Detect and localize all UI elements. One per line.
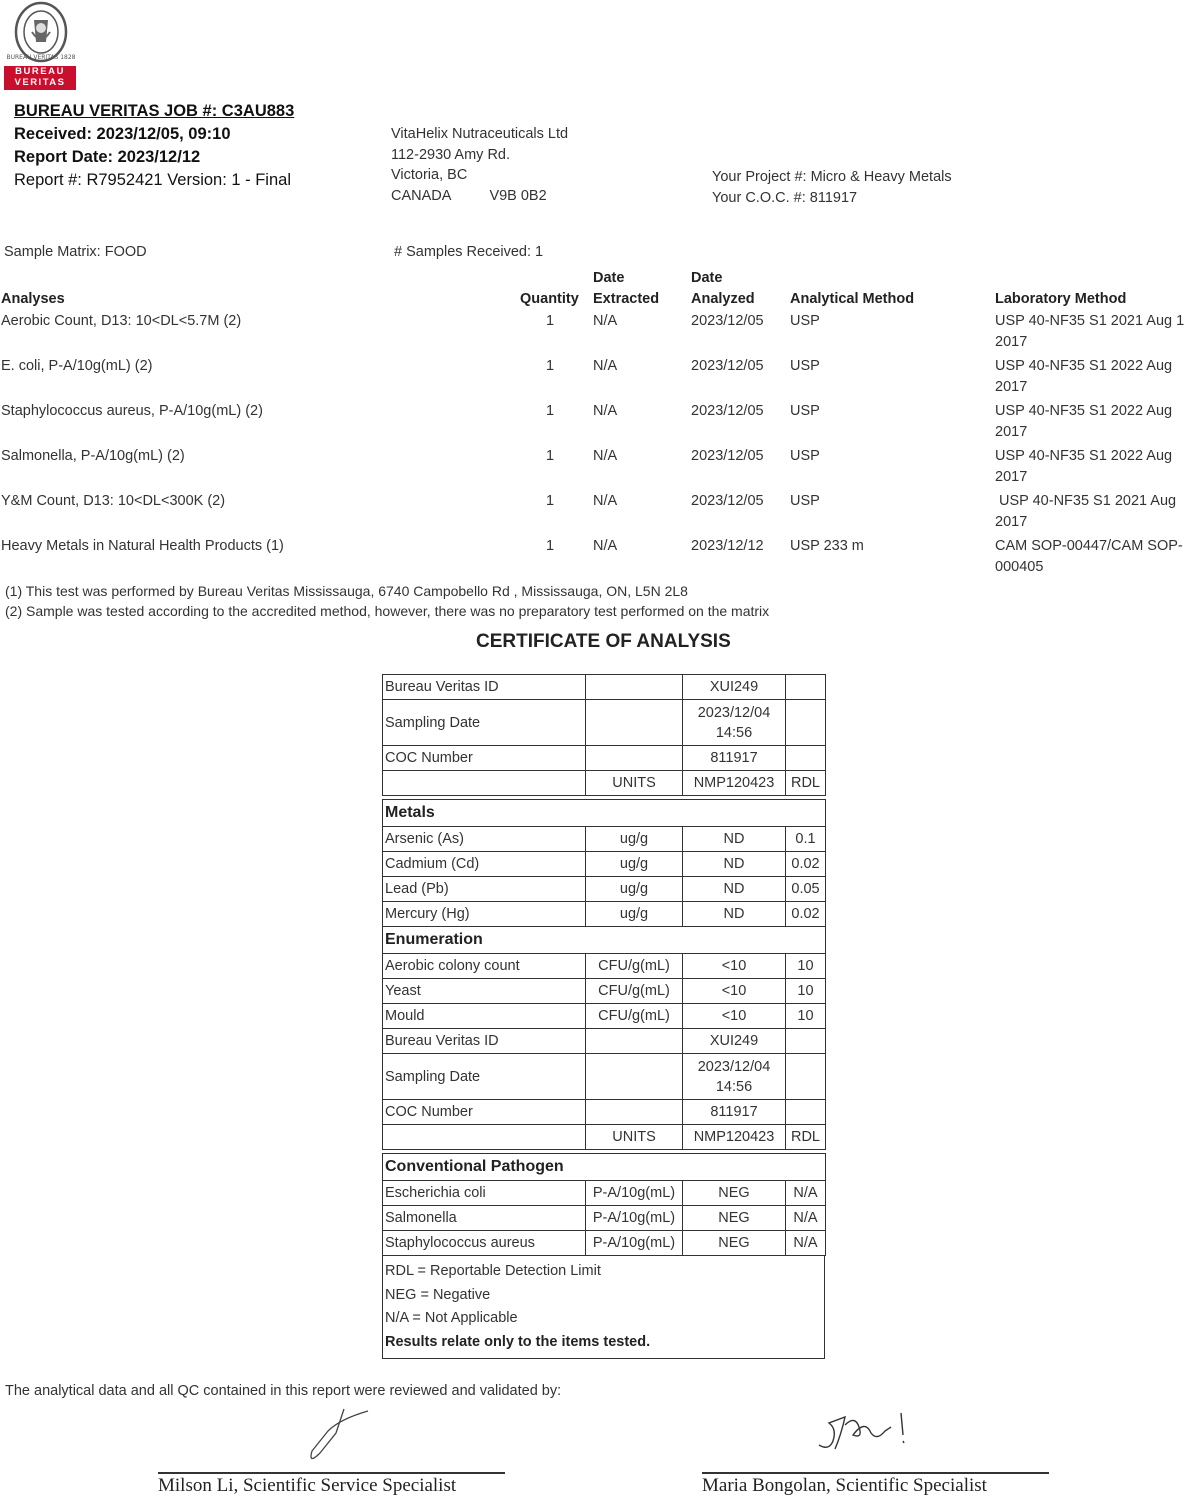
seal-icon [6,2,76,64]
batch-header: NMP120423 [683,771,786,796]
analysis-lab-method [995,491,1176,532]
result: <10 [683,954,786,979]
label-cell: Bureau Veritas ID [383,1029,586,1054]
report-number: Report #: R7952421 Version: 1 - Final [14,171,291,189]
analysis-name: Heavy Metals in Natural Health Products (1) [1,538,284,554]
label-cell: COC Number [383,1100,586,1125]
value-cell [683,1054,786,1100]
result: NEG [683,1206,786,1231]
table-row [383,1181,826,1206]
analysis-qty: 1 [546,448,555,464]
rdl: N/A [786,1231,826,1256]
analysis-name: Staphylococcus aureus, P-A/10g(mL) (2) [1,403,263,419]
analyte: Aerobic colony count [383,954,586,979]
result: ND [683,852,786,877]
analysis-method: USP [790,448,820,464]
analyte: Lead (Pb) [383,877,586,902]
signature-name-left: Milson Li, Scientific Service Specialist [158,1475,457,1496]
table-row [383,1125,826,1150]
analysis-qty: 1 [546,358,555,374]
empty-cell [786,1029,826,1054]
analysis-lab-method [995,311,1184,352]
analysis-extracted: N/A [593,538,618,554]
section-row [383,927,826,954]
analysis-extracted: N/A [593,403,618,419]
brand-line-2: VERITAS [14,77,66,88]
analyte: Escherichia coli [383,1181,586,1206]
sampling-date: 2023/12/04 [697,1058,771,1075]
analyte: Yeast [383,979,586,1004]
empty-cell [586,1029,683,1054]
lab-method-line2: 2017 [995,468,1028,485]
value-cell: XUI249 [683,675,786,700]
bureau-veritas-logo [4,2,76,90]
client-name: VitaHelix Nutraceuticals Ltd [391,126,569,142]
analyte: Salmonella [383,1206,586,1231]
result: <10 [683,979,786,1004]
analysis-name: Salmonella, P-A/10g(mL) (2) [1,448,185,464]
empty-cell [586,1054,683,1100]
rdl: 0.1 [786,827,826,852]
note-rdl: RDL = Reportable Detection Limit [385,1263,601,1279]
analyte: Mould [383,1004,586,1029]
analysis-extracted: N/A [593,358,618,374]
unit: ug/g [586,827,683,852]
value-cell: 811917 [683,1100,786,1125]
analysis-qty: 1 [546,403,555,419]
header-block [14,100,294,192]
empty-cell [586,700,683,746]
section-row [383,800,826,827]
sample-matrix: Sample Matrix: FOOD [4,244,147,260]
sampling-time: 14:56 [715,1078,753,1095]
analysis-qty: 1 [546,313,555,329]
value-cell [683,700,786,746]
lab-method-line1: USP 40-NF35 S1 2021 Aug [995,493,1177,509]
analysis-extracted: N/A [593,493,618,509]
table-row [383,771,826,796]
rdl: 0.02 [786,852,826,877]
batch-header: NMP120423 [683,1125,786,1150]
analysis-extracted: N/A [593,313,618,329]
result: ND [683,902,786,927]
empty-cell [383,1125,586,1150]
analysis-name: Aerobic Count, D13: 10<DL<5.7M (2) [1,313,242,329]
note-na: N/A = Not Applicable [385,1310,518,1326]
col-quantity: Quantity [520,291,579,307]
unit: P-A/10g(mL) [586,1231,683,1256]
label-cell: COC Number [383,746,586,771]
client-country: CANADA [391,187,452,204]
note-neg: NEG = Negative [385,1286,491,1303]
sampling-date: 2023/12/04 [697,704,771,721]
analysis-analyzed: 2023/12/05 [691,403,764,419]
lab-method-line1: USP 40-NF35 S1 2021 Aug 1 [995,313,1185,329]
rdl: 10 [786,954,826,979]
analysis-lab-method [995,446,1172,487]
analysis-lab-method [995,536,1183,577]
result: <10 [683,1004,786,1029]
table-row [383,827,826,852]
table-row [383,954,826,979]
col-analytical-method: Analytical Method [790,291,915,307]
col-laboratory-method: Laboratory Method [995,291,1127,307]
client-address [391,124,568,206]
unit: P-A/10g(mL) [586,1181,683,1206]
section-title: Conventional Pathogen [383,1154,826,1181]
empty-cell [786,746,826,771]
table-row [383,746,826,771]
section-row [383,1154,826,1181]
rdl-header: RDL [786,1125,826,1150]
value-cell: XUI249 [683,1029,786,1054]
brand-box [4,66,76,90]
lab-method-line2: 2017 [995,378,1028,395]
project-number: Your Project #: Micro & Heavy Metals [712,169,952,185]
signature-line-right [702,1472,1049,1474]
signature-right-icon [815,1405,915,1455]
unit: P-A/10g(mL) [586,1206,683,1231]
rdl: 10 [786,1004,826,1029]
label-cell: Bureau Veritas ID [383,675,586,700]
coa-title: CERTIFICATE OF ANALYSIS [476,631,731,652]
table-row [383,902,826,927]
empty-cell [786,700,826,746]
rdl: N/A [786,1181,826,1206]
value-cell: 811917 [683,746,786,771]
lab-method-line2: 2017 [995,423,1028,440]
table-row [383,1206,826,1231]
table-row [383,1029,826,1054]
result: NEG [683,1231,786,1256]
label-cell: Sampling Date [383,700,586,746]
table-row [383,852,826,877]
unit: CFU/g(mL) [586,1004,683,1029]
footnote-2: (2) Sample was tested according to the accredited method, however, there was no preparatory test performed on the matrix [5,603,770,619]
table-row [383,1231,826,1256]
client-postal: V9B 0B2 [489,187,547,204]
units-header: UNITS [586,771,683,796]
coa-table [382,674,825,1359]
result: ND [683,877,786,902]
table-row [383,979,826,1004]
result: ND [683,827,786,852]
footnote-1: (1) This test was performed by Bureau Veritas Mississauga, 6740 Campobello Rd , Mississauga, ON, L5N 2L8 [5,583,688,599]
col-date-analyzed-line1: Date [691,270,723,286]
analysis-qty: 1 [546,493,555,509]
units-header: UNITS [586,1125,683,1150]
sampling-time: 14:56 [715,724,753,741]
col-analyses: Analyses [1,291,65,307]
analysis-method: USP [790,313,820,329]
analysis-method: USP [790,358,820,374]
unit: CFU/g(mL) [586,979,683,1004]
analyte: Cadmium (Cd) [383,852,586,877]
analysis-method: USP 233 m [790,538,864,554]
label-cell: Sampling Date [383,1054,586,1100]
analysis-name: E. coli, P-A/10g(mL) (2) [1,358,153,374]
lab-method-line2: 2017 [995,513,1028,530]
coa-notes [382,1256,825,1359]
signature-name-right: Maria Bongolan, Scientific Specialist [702,1475,987,1496]
lab-method-line1: USP 40-NF35 S1 2022 Aug [995,358,1173,374]
col-date-extracted-line2: Extracted [593,290,660,307]
table-row [383,877,826,902]
lab-method-line1: USP 40-NF35 S1 2022 Aug [995,448,1173,464]
rdl: 0.05 [786,877,826,902]
empty-cell [586,1100,683,1125]
empty-cell [586,675,683,700]
received-date: Received: 2023/12/05, 09:10 [14,125,231,143]
analysis-analyzed: 2023/12/05 [691,358,764,374]
analysis-analyzed: 2023/12/05 [691,493,764,509]
analysis-analyzed: 2023/12/12 [691,538,764,554]
analyte: Staphylococcus aureus [383,1231,586,1256]
analysis-name: Y&M Count, D13: 10<DL<300K (2) [1,493,226,509]
unit: ug/g [586,902,683,927]
lab-method-line2: 000405 [995,558,1044,575]
section-title: Metals [383,800,826,827]
signature-left-icon [300,1405,380,1467]
table-row [383,1054,826,1100]
empty-cell [786,1054,826,1100]
client-country-line [391,186,568,207]
analysis-lab-method [995,356,1172,397]
rdl: 0.02 [786,902,826,927]
brand-line-1: BUREAU [15,66,65,77]
col-date-analyzed-line2: Analyzed [691,290,755,307]
analysis-lab-method [995,401,1172,442]
job-number: BUREAU VERITAS JOB #: C3AU883 [14,102,295,120]
seal-year: BUREAU VERITAS 1828 [6,54,76,61]
note-results-relate: Results relate only to the items tested. [385,1333,651,1350]
project-info [712,167,952,208]
analysis-analyzed: 2023/12/05 [691,313,764,329]
signature-line-left [158,1472,505,1474]
analyte: Mercury (Hg) [383,902,586,927]
empty-cell [586,746,683,771]
unit: ug/g [586,852,683,877]
analysis-analyzed: 2023/12/05 [691,448,764,464]
rdl: N/A [786,1206,826,1231]
empty-cell [383,771,586,796]
rdl: 10 [786,979,826,1004]
analysis-method: USP [790,493,820,509]
client-street: 112-2930 Amy Rd. [391,146,511,163]
coc-number: Your C.O.C. #: 811917 [712,189,858,206]
section-title: Enumeration [383,927,826,954]
analysis-qty: 1 [546,538,555,554]
unit: ug/g [586,877,683,902]
analysis-method: USP [790,403,820,419]
report-date: Report Date: 2023/12/12 [14,148,201,166]
table-row [383,700,826,746]
table-row [383,1004,826,1029]
analysis-extracted: N/A [593,448,618,464]
unit: CFU/g(mL) [586,954,683,979]
table-row [383,675,826,700]
client-city: Victoria, BC [391,167,468,183]
analyte: Arsenic (As) [383,827,586,852]
result: NEG [683,1181,786,1206]
empty-cell [786,675,826,700]
review-statement: The analytical data and all QC contained in this report were reviewed and validated by: [5,1383,562,1399]
samples-received: # Samples Received: 1 [394,244,544,260]
col-date-extracted [593,268,659,309]
lab-method-line1: USP 40-NF35 S1 2022 Aug [995,403,1173,419]
lab-method-line1: CAM SOP-00447/CAM SOP- [995,538,1183,554]
lab-method-line2: 2017 [995,333,1028,350]
rdl-header: RDL [786,771,826,796]
col-date-extracted-line1: Date [593,270,625,286]
footnotes [5,581,769,621]
table-row [383,1100,826,1125]
col-date-analyzed [691,268,755,309]
empty-cell [786,1100,826,1125]
